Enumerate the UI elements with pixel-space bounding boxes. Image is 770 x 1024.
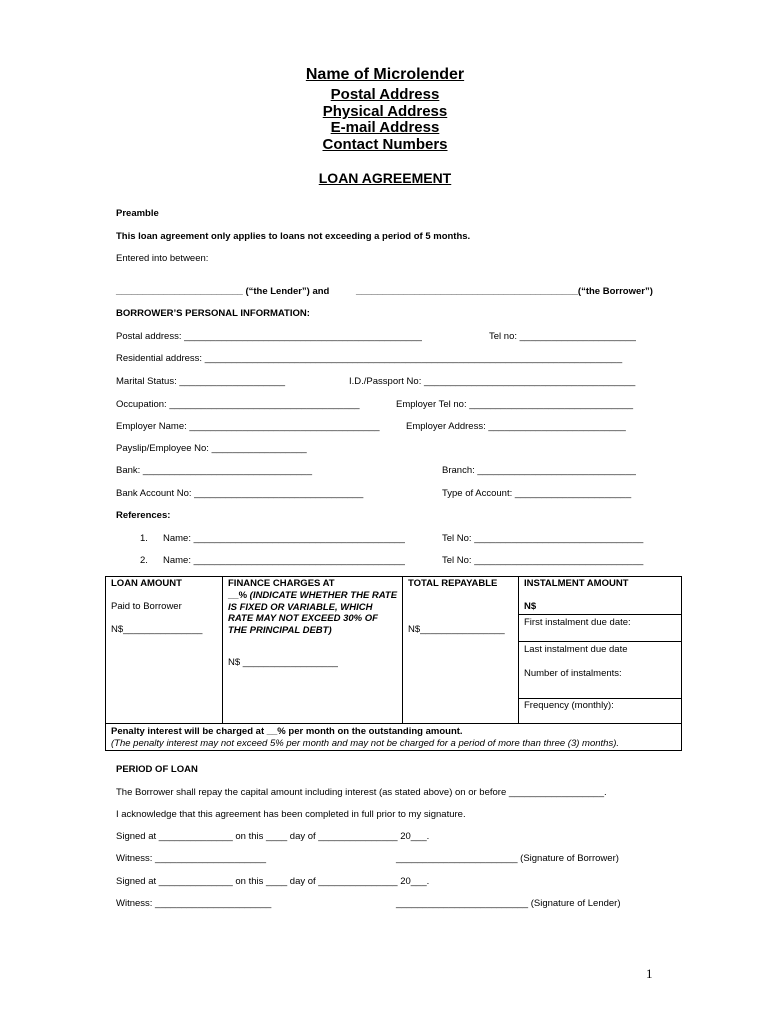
number-of-instalments: Number of instalments: xyxy=(524,668,622,679)
borrower-info-heading: BORROWER’S PERSONAL INFORMATION: xyxy=(116,308,310,319)
physical-address-heading: Physical Address xyxy=(322,103,448,120)
finance-rate-instruction: (INDICATE WHETHER THE RATE IS FIXED OR VARIABLE, WHICH RATE MAY NOT EXCEED 30% OF THE PRINCIPAL DEBT) xyxy=(228,590,398,636)
references-heading: References: xyxy=(116,510,171,521)
borrower-signed-at-line: Signed at ______________ on this ____ day of _______________ 20___. xyxy=(116,831,430,842)
entered-into-text: Entered into between: xyxy=(116,253,209,264)
id-passport-field: I.D./Passport No: ________________________________________ xyxy=(349,376,636,387)
lender-signed-at-line: Signed at ______________ on this ____ day of _______________ 20___. xyxy=(116,876,430,887)
penalty-interest: Penalty interest will be charged at __% per month on the outstanding amount. xyxy=(111,726,463,737)
instalment-amount-header: INSTALMENT AMOUNT xyxy=(524,578,629,589)
contact-numbers-heading: Contact Numbers xyxy=(322,136,448,153)
reference-2-name: Name: ________________________________________ xyxy=(163,555,405,566)
employer-address-field: Employer Address: __________________________ xyxy=(406,421,626,432)
instalment-amount-value: N$ xyxy=(524,601,537,612)
reference-1-name: Name: ________________________________________ xyxy=(163,533,405,544)
finance-rate-blank: __% xyxy=(228,590,248,601)
period-of-loan-heading: PERIOD OF LOAN xyxy=(116,764,198,775)
lender-witness-line: Witness: ______________________ xyxy=(116,898,272,909)
repayment-date-statement: The Borrower shall repay the capital amount including interest (as stated above) on or before __________________. xyxy=(116,787,607,798)
marital-status-field: Marital Status: ____________________ xyxy=(116,376,286,387)
email-address-heading: E-mail Address xyxy=(330,119,440,136)
borrower-party-line: __________________________________________(“the Borrower”) xyxy=(356,286,653,297)
borrower-signature-line: _______________________ (Signature of Borrower) xyxy=(396,853,619,864)
page-number: 1 xyxy=(646,966,653,981)
applies-statement: This loan agreement only applies to loans not exceeding a period of 5 months. xyxy=(116,231,471,242)
account-type-field: Type of Account: ______________________ xyxy=(442,488,632,499)
occupation-field: Occupation: ____________________________________ xyxy=(116,399,360,410)
finance-charges-value: N$ __________________ xyxy=(228,657,338,668)
tel-no-field: Tel no: ______________________ xyxy=(489,331,636,342)
postal-address-field: Postal address: _____________________________________________ xyxy=(116,331,422,342)
reference-1-tel: Tel No: ________________________________ xyxy=(442,533,644,544)
reference-2-number: 2. xyxy=(140,555,148,566)
loan-amount-header: LOAN AMOUNT xyxy=(111,578,182,589)
payslip-field: Payslip/Employee No: __________________ xyxy=(116,443,307,454)
reference-1-number: 1. xyxy=(140,533,148,544)
reference-2-tel: Tel No: ________________________________ xyxy=(442,555,644,566)
total-repayable-value: N$________________ xyxy=(408,624,505,635)
preamble-label: Preamble xyxy=(116,208,159,219)
bank-field: Bank: ________________________________ xyxy=(116,465,313,476)
total-repayable-header: TOTAL REPAYABLE xyxy=(408,578,498,589)
employer-name-field: Employer Name: ____________________________________ xyxy=(116,421,380,432)
frequency-monthly: Frequency (monthly): xyxy=(524,700,614,711)
lender-party-line: ________________________ (“the Lender”) and xyxy=(116,286,330,297)
first-instalment-due: First instalment due date: xyxy=(524,617,631,628)
lender-name: Name of Microlender xyxy=(305,66,465,83)
finance-charges-note xyxy=(228,590,398,636)
last-instalment-due: Last instalment due date xyxy=(524,644,628,655)
bank-account-field: Bank Account No: ________________________________ xyxy=(116,488,364,499)
acknowledgement-statement: I acknowledge that this agreement has been completed in full prior to my signature. xyxy=(116,809,466,820)
paid-to-borrower-label: Paid to Borrower xyxy=(111,601,182,612)
residential-address-field: Residential address: _______________________________________________________________________________ xyxy=(116,353,623,364)
penalty-interest-note: (The penalty interest may not exceed 5% per month and may not be charged for a period of more than three (3) months). xyxy=(111,738,619,749)
branch-field: Branch: ______________________________ xyxy=(442,465,636,476)
borrower-witness-line: Witness: _____________________ xyxy=(116,853,267,864)
employer-tel-field: Employer Tel no: _______________________________ xyxy=(396,399,634,410)
postal-address-heading: Postal Address xyxy=(330,86,440,103)
loan-amount-value: N$_______________ xyxy=(111,624,203,635)
document-title: LOAN AGREEMENT xyxy=(318,170,452,186)
finance-charges-header: FINANCE CHARGES AT xyxy=(228,578,335,589)
lender-signature-line: _________________________ (Signature of Lender) xyxy=(396,898,621,909)
